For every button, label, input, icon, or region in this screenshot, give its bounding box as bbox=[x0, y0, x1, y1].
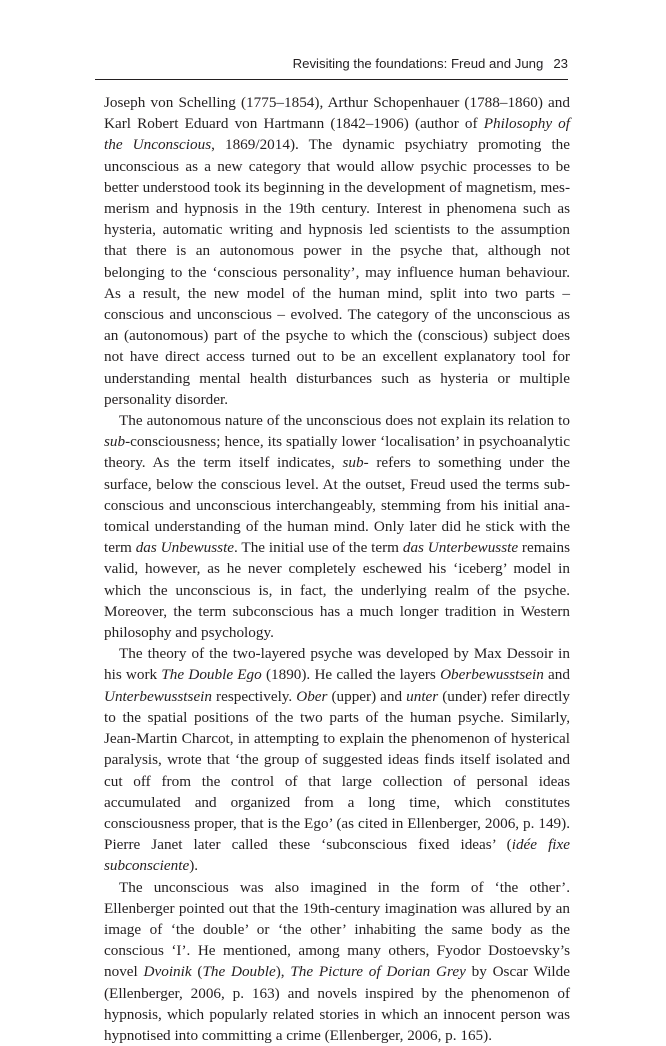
italic-text: Philosophy of the Unconscious bbox=[104, 115, 571, 154]
text-run: and bbox=[543, 666, 570, 684]
paragraph-2 bbox=[104, 410, 570, 643]
italic-text: das Unbewusste bbox=[135, 539, 235, 557]
text-run: The theory of the two-layered psyche was developed by Max Dessoir in his work bbox=[104, 645, 570, 684]
italic-text: idée fixe subconsciente bbox=[104, 836, 570, 875]
paragraph-1 bbox=[104, 92, 570, 410]
text-run: , 1869/2014). The dynamic psychiatry promoting the unconscious as a new category that would allow psychic processes to be better understood took its beginning in the development of magnetism, mesmerism and hypnosis in the 19th century. Interest in phenomena such as hysteria, automatic writing and hypnosis led scientists to the assumption that there is an autonomous power in the psyche that, although not belonging to the ‘conscious personality’, may influence human behaviour. As a result, the new model of the human mind, split into two parts – conscious and unconscious – evolved. The category of the unconscious as an (autonomous) part of the psyche to which the (conscious) subject does not have direct access turned out to be an excellent explanatory tool for understanding mental health disturbances such as hysteria or multiple personality disorder. bbox=[104, 136, 570, 408]
italic-text: unter bbox=[406, 687, 439, 705]
running-head bbox=[293, 56, 568, 71]
page-number: 23 bbox=[553, 56, 568, 71]
text-run: refers to something under the surface, below the conscious level. At the outset, Freud used the terms subconscious and unconscious interchangeably, stemming from his initial anatomical understanding of the human mind. Only later did he stick with the term bbox=[104, 454, 570, 557]
italic-text: Oberbewusstsein bbox=[440, 666, 544, 684]
text-run: (1890). He called the layers bbox=[261, 666, 441, 684]
italic-text: Unterbewusstsein bbox=[104, 687, 212, 705]
italic-text: The Double bbox=[202, 963, 276, 981]
text-run: ). bbox=[189, 857, 199, 875]
text-run: Joseph von Schelling (1775–1854), Arthur Schopenhauer (1788–1860) and Karl Robert Eduard von Hartmann (1842–1906) (author of bbox=[104, 94, 570, 133]
italic-text: The Picture of Dorian Grey bbox=[290, 963, 466, 981]
text-run: (upper) and bbox=[327, 687, 407, 705]
italic-text: Ober bbox=[296, 687, 328, 705]
italic-text: das Unterbewusste bbox=[402, 539, 519, 557]
text-run: by Oscar Wilde (Ellenberger, 2006, p. 163) and novels inspired by the phenomenon of hypnosis, which popularly related stories in which an innocent person was hypnotised into committing a crime (Ellenberger, 2006, p. 165). bbox=[104, 963, 570, 1044]
text-run: remains valid, however, as he never completely eschewed his ‘iceberg’ model in which the unconscious is, in fact, the underlying realm of the psyche. Moreover, the term subconscious has a much longer tradition in Western philosophy and psychology. bbox=[104, 539, 571, 642]
text-run: respectively. bbox=[212, 687, 297, 705]
header-rule bbox=[95, 79, 568, 80]
text-run: (under) refer directly to the spatial positions of the two parts of the human psyche. Similarly, Jean-Martin Charcot, in attempting to explain the phenomenon of hysterical paralysis, wrote that ‘the group of suggested ideas finds itself isolated and cut off from the control of that large collection of personal ideas accumulated and organized from a long time, which constitutes consciousness proper, that is the Ego’ (as cited in Ellenberger, 2006, p. 149). Pierre Janet later called these ‘subconscious fixed ideas’ ( bbox=[104, 687, 570, 854]
text-run: -consciousness; hence, its spatially lower ‘localisation’ in psychoanalytic theory. As the term itself indicates, bbox=[104, 433, 570, 472]
body-text bbox=[104, 92, 570, 1046]
italic-text: The Double Ego bbox=[161, 666, 262, 684]
italic-text: sub- bbox=[342, 454, 369, 472]
paragraph-3 bbox=[104, 643, 570, 876]
text-run: . The initial use of the term bbox=[234, 539, 403, 557]
italic-text: Dvoinik bbox=[143, 963, 192, 981]
text-run: The autonomous nature of the unconscious does not explain its relation to bbox=[119, 412, 570, 430]
italic-text: sub bbox=[104, 433, 126, 451]
text-run: ), bbox=[275, 963, 291, 981]
paragraph-4 bbox=[104, 877, 570, 1046]
running-head-title: Revisiting the foundations: Freud and Jung bbox=[292, 56, 544, 71]
text-run: ( bbox=[191, 963, 203, 981]
text-run: The unconscious was also imagined in the form of ‘the other’. Ellenberger pointed out that the 19th-century imagination was allured by an image of ‘the double’ or ‘the other’ inhabiting the same body as the conscious ‘I’. He mentioned, among many others, Fyodor Dostoevsky’s novel bbox=[104, 878, 570, 981]
